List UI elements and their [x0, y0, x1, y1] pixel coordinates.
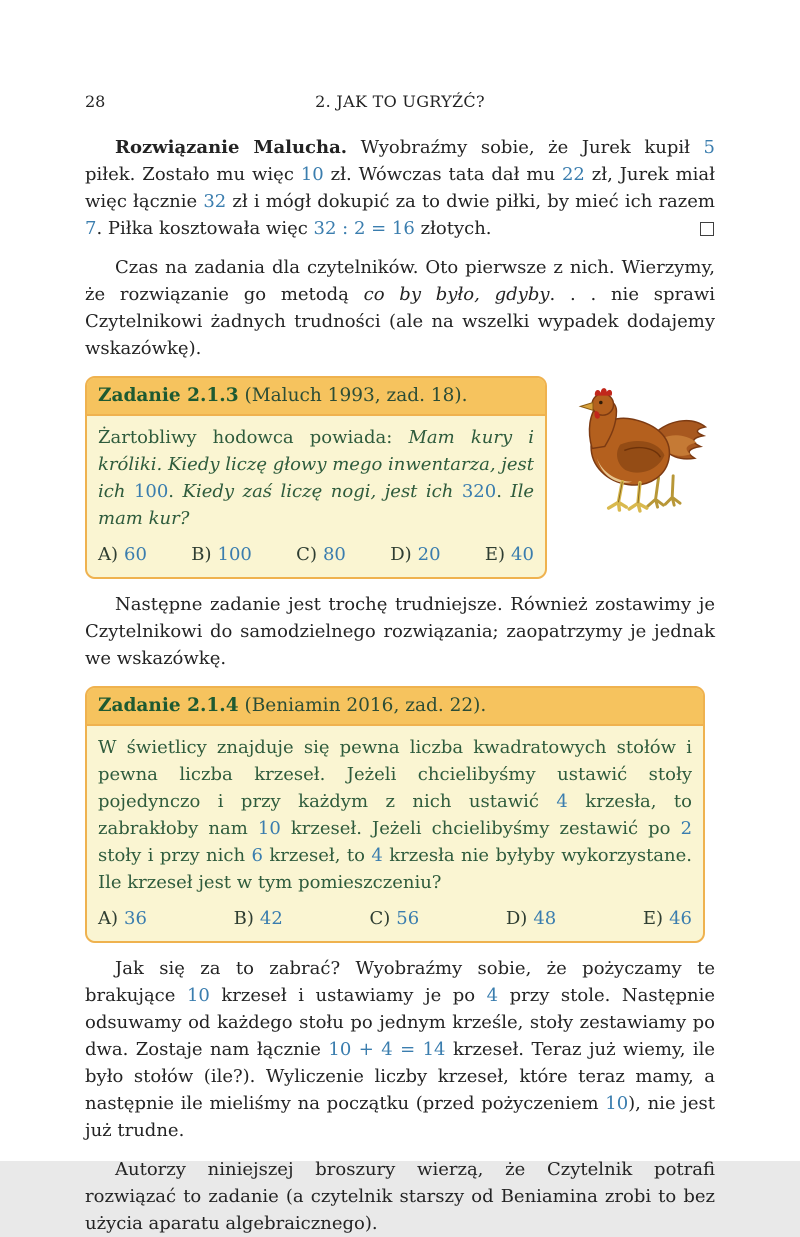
answer-label: A) — [98, 908, 119, 929]
answer-label: D) — [390, 544, 412, 565]
answer-option-d — [390, 543, 440, 567]
answer-label: E) — [484, 544, 506, 565]
problem-1-title-note: (Maluch 1993, zad. 18). — [238, 385, 468, 406]
answer-option-e — [643, 907, 692, 931]
problem-1-title: Zadanie 2.1.3 — [98, 385, 239, 406]
problem-2-header — [87, 688, 703, 726]
paragraph-authors: Autorzy niniejszej broszury wierzą, że Czytelnik potrafi rozwiązać to zadanie (a czytelnik starszy od Beniamina zrobi to bez użycia aparatu algebraicznego). — [85, 1159, 715, 1234]
answer-value: 60 — [124, 544, 147, 565]
answer-option-d — [506, 907, 556, 931]
problem-1-row — [85, 376, 715, 579]
answer-option-c — [369, 907, 419, 931]
answer-label: E) — [642, 908, 664, 929]
answer-value: 46 — [669, 908, 692, 929]
problem-box-2-1-4 — [85, 686, 705, 943]
answer-value: 48 — [533, 908, 557, 929]
problem-box-2-1-3 — [85, 376, 547, 579]
problem-2-answer-row — [87, 898, 703, 941]
problem-1-answer-row — [87, 534, 545, 577]
answer-label: C) — [369, 908, 391, 929]
answer-option-a — [98, 543, 147, 567]
problem-1-statement: Żartobliwy hodowca powiada: Mam kury i króliki. Kiedy liczę głowy mego inwentarza, jest ich 100. Kiedy zaś liczę nogi, jest ich 320. Ile mam kur? — [98, 427, 534, 529]
answer-label: B) — [191, 544, 212, 565]
answer-option-a — [98, 907, 147, 931]
answer-value: 56 — [396, 908, 420, 929]
answer-value: 100 — [217, 544, 252, 565]
paragraph-next-task: Następne zadanie jest trochę trudniejsze. Również zostawimy je Czytelnikowi do samodzielnego rozwiązania; zaopatrzymy je jednak we wskazówkę. — [85, 594, 715, 669]
problem-2-title: Zadanie 2.1.4 — [98, 695, 239, 716]
answer-label: C) — [296, 544, 317, 565]
answer-option-e — [485, 543, 534, 567]
answer-value: 36 — [124, 908, 147, 929]
answer-value: 80 — [322, 544, 346, 565]
problem-2-statement: W świetlicy znajduje się pewna liczba kwadratowych stołów i pewna liczba krzeseł. Jeżeli chcielibyśmy ustawić stoły pojedynczo i przy każdym z nich ustawić 4 krzesła, to zabrakłoby nam 10 krzeseł. Jeżeli chcielibyśmy zestawić po 2 stoły i przy nich 6 krzeseł, to 4 krzesła nie byłyby wykorzystane. Ile krzeseł jest w tym pomieszczeniu? — [98, 737, 693, 893]
hen-illustration — [563, 380, 711, 512]
answer-value: 42 — [259, 908, 283, 929]
answer-value: 40 — [511, 544, 534, 565]
answer-label: A) — [98, 544, 119, 565]
page-header — [85, 92, 715, 114]
problem-2-title-note: (Beniamin 2016, zad. 22). — [238, 695, 487, 716]
answer-option-b — [234, 907, 283, 931]
paragraph-intro-tasks: Czas na zadania dla czytelników. Oto pierwsze z nich. Wierzymy, że rozwiązanie go metodą co by było, gdyby. . . nie sprawi Czytelnikowi żadnych trudności (ale na wszelki wypadek dodajemy wskazówkę). — [85, 257, 715, 359]
answer-label: B) — [233, 908, 254, 929]
running-header: 2. JAK TO UGRYŹĆ? — [315, 92, 485, 111]
page-number: 28 — [85, 92, 106, 111]
answer-option-b — [191, 543, 252, 567]
problem-1-header — [87, 378, 545, 416]
answer-option-c — [296, 543, 346, 567]
answer-label: D) — [505, 908, 528, 929]
paragraph-approach: Jak się za to zabrać? Wyobraźmy sobie, że pożyczamy te brakujące 10 krzeseł i ustawiamy je po 4 przy stole. Następnie odsuwamy od każdego stołu po jednym krześle, stoły zestawiamy po dwa. Zostaje nam łącznie 10 + 4 = 14 krzeseł. Teraz już wiemy, ile było stołów (ile?). Wyliczenie liczby krzeseł, które teraz mamy, a następnie ile mieliśmy na początku (przed pożyczeniem 10), nie jest już trudne. — [85, 958, 716, 1141]
qed-square-icon — [700, 222, 714, 236]
answer-value: 20 — [417, 544, 441, 565]
text-column — [85, 0, 715, 1237]
paragraph-solution-malucha: Rozwiązanie Malucha. Wyobraźmy sobie, że Jurek kupił 5 piłek. Zostało mu więc 10 zł. Wówczas tata dał mu 22 zł, Jurek miał więc łącznie 32 zł i mógł dokupić za to dwie piłki, by mieć ich razem 7. Piłka kosztowała więc 32 : 2 = 16 złotych. — [85, 137, 715, 239]
